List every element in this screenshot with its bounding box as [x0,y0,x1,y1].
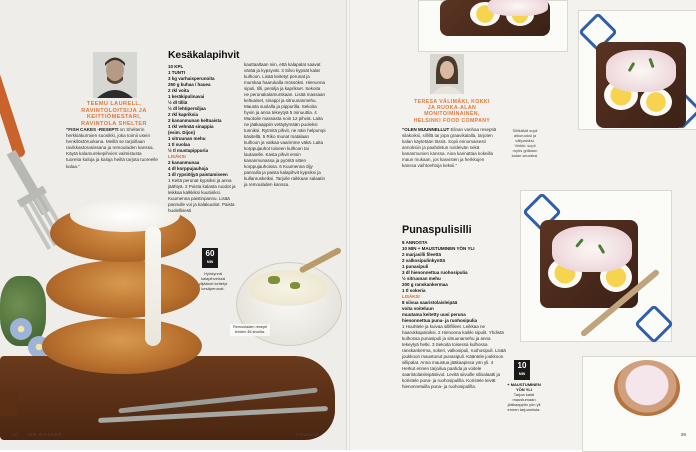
ingredient: 2 rkl kapriksia [168,112,199,117]
ingredient: (esim. Dijon) [168,130,196,135]
method-text: 1 Huuhtele ja kuivaa silliflileet. Leikkaa ne haarukkapaloiksi. 2 Hienonna kaikki sipulit. Yhdistä kulhossa punasipuli ja sitruunamehu ja anna tekeytyä hetki. 3 Sekoita toisessa kulhossa ranskankerma, sokeri, valkosipuli, ruohosipuli. Lisää joukkoon maustunut punasipuli. Kääntele joukkoon sillipalat. Anna maustua jääkaapissa yön yli. 4 Herkut ennen tarjoilua paahda ja voitele saaristolaisleipäsiivut. Levitä siivuille silisalaatti ja koristele puna- ja ruohosipulilla. Koristele leivät hienonnetuilla puna- ja ruohosipulilla. [402,324,506,389]
ingredient: 1 tl sokeria [402,288,426,293]
badge-note-right [504,382,544,412]
time-badge [202,248,218,268]
time-badge-number: 10 [517,361,527,370]
extras-label: LISÄKSI [168,154,186,159]
ingredient: 1 sitruunan mehu [168,136,206,141]
fish-cake [46,260,200,318]
ingredient: voita voiteluun [402,306,434,311]
intro-text: on Shelterin herkkiäkurmien suosikki, joka toimii usein henkilöstöruokana. Meillä se tarjoillaan ravikkastorasissana ja remouladen kanssa. Käytä kalamurekepihvien valmistusta tuoreita kaloja ja kaloja heiltä tarjota tuoreelle kalaa.” [66,127,158,169]
author-byline-right: TERESA VÄLIMÄKI, KOKKI JA RUOKA-ALAN MONITOIMINAINEN, HELSINKI FOOD COMPANY [413,99,491,124]
ingredient: ½ tl mustapippuria [168,148,209,153]
ingredient: 250 g kuhaa / hauea [168,82,211,87]
method-text: 1 Keitä perunat kypsiksi ja anna jäähtyä. 2 Poista kalasta ruodot ja leikkaa kalkkiksi kuutioiksi. Kuumenna paistinpannu. Lisää pannulle voi ja kalakuutiot. Paista huolellisesti [168,178,236,213]
intro-quote [66,127,158,170]
badge-note-lead: + MAUSTUMINEN YÖN YLI [507,382,541,392]
ingredients-column [168,64,238,214]
ingredient: 1 punasipuli [402,264,429,269]
ingredient: 1 rkl vehnää sinappia [168,124,214,129]
flower-icon [10,318,32,340]
photo-caption: Sillikäkiä sopii alkuruoksi ja välipalaksi. Vinkki: sopii myös grillatun kalan seuraksi. [511,128,539,158]
ingredient: 1 dl rypsiöljyä paistamiseen [168,172,228,177]
ingredient: ½ dl tilliä [168,100,188,105]
ingredient: 4 dl korppujauhoja [168,166,209,171]
ingredient: 2 kananmunan keltuaista [168,118,222,123]
recipe-title-right: Punaspulisilli [402,224,472,236]
herring-bowl [614,360,680,416]
egg-slice [640,88,672,116]
remoulade [248,270,328,306]
fish-cake [42,318,202,374]
ingredient: 1 keräkipulinavai [168,94,205,99]
ingredient: 1 tl suolaa [168,142,191,147]
ingredient: 3 dl hienonnettua ruohosipulia [402,270,468,275]
cutting-board-handle [0,392,18,416]
intro-lead: ”FISH CAKES -RESEPTI [66,127,119,132]
herring-topping [552,226,632,272]
method-column: kauttaaltaan niin, että kalapalat saavat värää ja kypsyvät. 3 Silvo kypsät kalat kulhoon. Lisää keitetyt perunat ja murskaa haarukalla mössöksi. Hienonna sipuli, tilli, persilja ja kaprikset. Sekoita ne perunakalamurskaan. Lisää massaan keltuaiset, sinappi ja sitruunanmehu. Mausta suolalla ja pippurilla. Sekoita hyvin ja anna tekeytyä 5 minuuttia. 4 Muotoile massasta noin 12 pihviä. Laita ne jääkaappiin vetäytymään puoleksi tunniksi. Rytmitä pihvit, ne näin helpompi käsitellä. 5 Riko munat matalaan kulhoon ja vatkaa vaarimme väkä. Laita korppujauhot toiseen kulhoon tai lautaselle. Kasta pihvit ensin kananmunassa ja pyöritä sitten korppujauhoissa. 6 Kuumenna öljy pannulla ja paista kalapihvit kypsiksi ja kullanruskeiksi. Tarjoile raikkaan salaatin ja remouladen kanssa. [244,62,326,187]
remoulade-sauce [70,198,180,232]
intro-lead: ”OLEN MUUNNELLUT [402,127,450,132]
time-badge-right [514,360,530,380]
page-footer-left [12,432,62,437]
author-portrait-right [430,54,464,94]
page-number-right: 39 [680,432,686,437]
author-portrait-left [93,52,137,98]
time: 10 MIN + MAUSTUMINEN YÖN YLI [402,246,475,251]
sauce-drip [145,226,161,346]
ingredient: 2 kananmunaa [168,160,200,165]
badge-note: Hyödynnä kalapihveissä ylijäänet keitetyt kesäperunat. [198,271,228,291]
herring-topping [606,50,676,92]
ingredient: muutama keitetty uusi peruna [402,312,466,317]
page-number: 38 [12,432,19,437]
recipe-title: Kesäkalapihvit [168,50,240,61]
pickle [290,282,300,289]
intro-quote-right [402,127,498,169]
ingredient: 3 kg varhaisperunoita [168,76,215,81]
recipe-column [402,240,506,390]
serves: 10 KPL [168,64,184,69]
ingredient: 200 g ranskankermaa [402,282,448,287]
ingredient: 2 marjasilli fileettä [402,252,442,257]
magazine-url: menaiset.fi [296,432,319,437]
intro-text: Elinan vanhaa reseptiä silakoiksi, sillillä tai jopa graavikalalla, tarjoten kalan käytetään tässä. Sopii erinomaisesti annoksiin ja paahdetun ruisleivän sekä kananmunien kanssa. Aina kannattaa kokeilla maun mukaan, jos kasvisten ja herkkujen kanssa vaihtoehtoja keksii.” [402,127,497,168]
pickle [268,276,280,284]
photo-note: Remouladen resepti lehden 46 sivuilta. [230,324,270,336]
ingredient: ½ sitruunan mehu [402,276,441,281]
ingredient: ½ dl lehtipersiljaa [168,106,206,111]
author-byline: TEEMU LAURELL, RAVINTOLOITSIJA JA KEITTIÖMESTARI, RAVINTOLA SHELTER [81,101,147,127]
time-badge-unit: MIN [518,372,526,376]
time-badge-unit: MIN [206,260,214,264]
serves: 8 ANNOSTA [402,240,428,245]
time-badge-number: 60 [205,249,215,258]
extras-label: LISÄKSI [402,294,420,299]
ingredient: hienonnettua puna- ja ruohosipulia [402,318,477,323]
badge-note-text: Tarjoa kalat maustumaan jääkaappiin yön yli ennen tarjoamista. [507,392,541,412]
time: 1 TUNTI [168,70,186,75]
magazine-name: ME NAISET [28,432,63,437]
herring-topping [488,0,548,16]
ingredient: 2 rkl voita [168,88,190,93]
ingredient: 8 siivua saaristolaisleipää [402,300,458,305]
ingredient: 2 valkosipulinkynttä [402,258,446,263]
